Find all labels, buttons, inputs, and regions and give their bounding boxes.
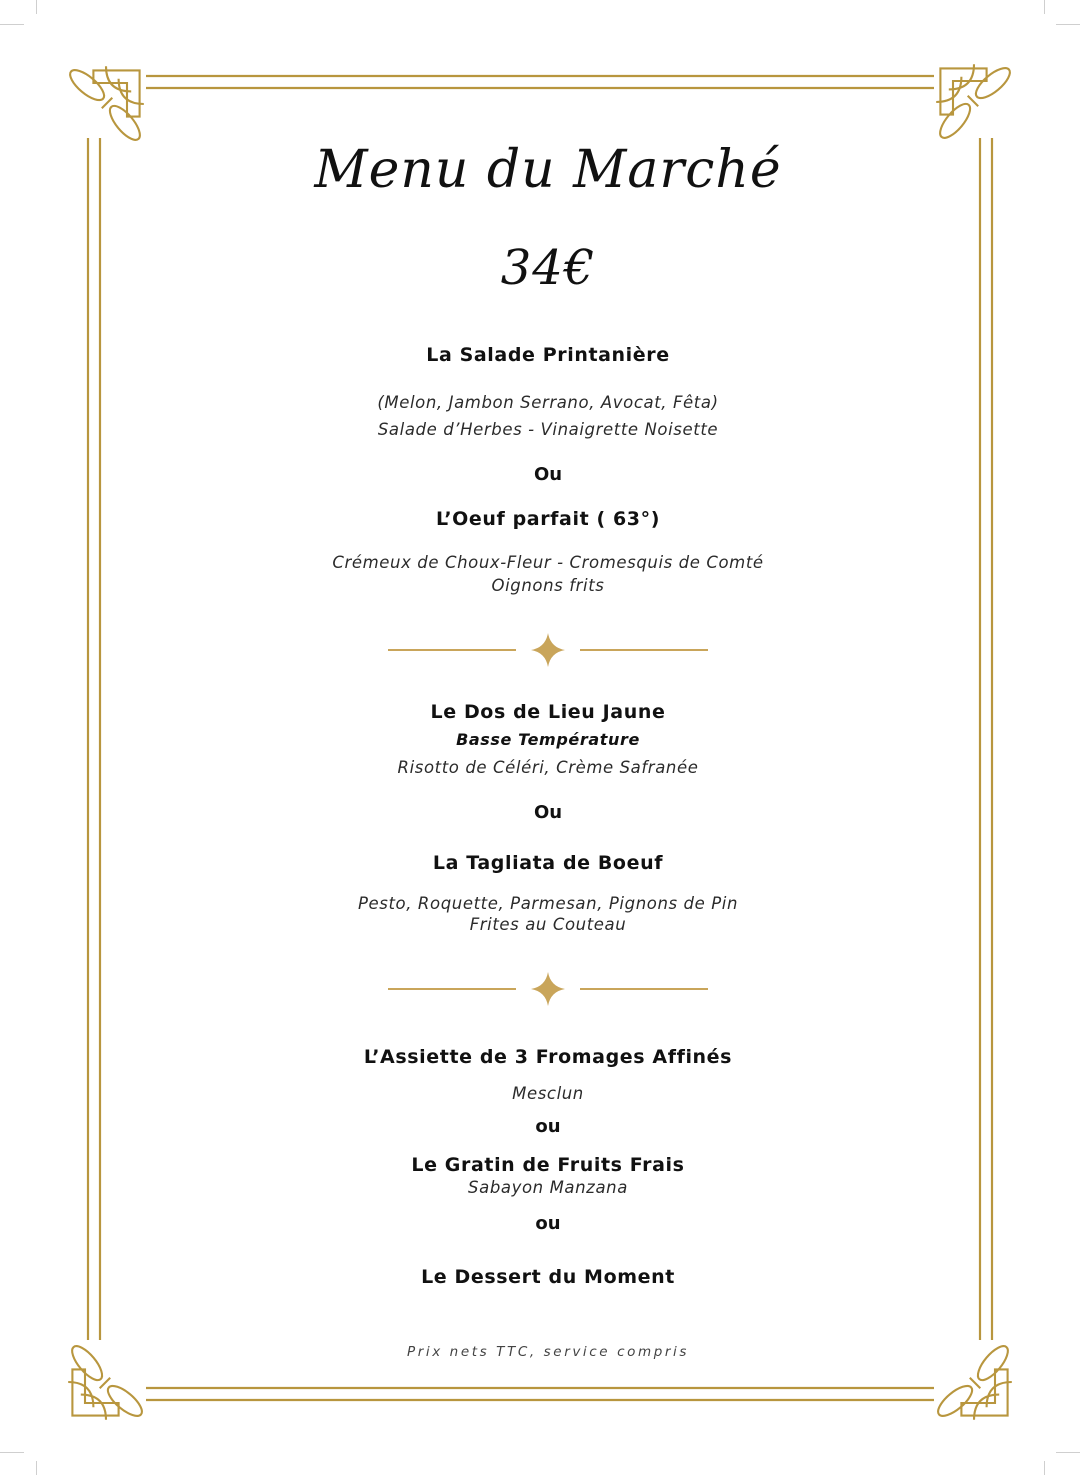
starter-1-name: La Salade Printanière bbox=[426, 344, 670, 366]
main-2-desc-2: Frites au Couteau bbox=[469, 915, 627, 934]
dessert-2-desc: Sabayon Manzana bbox=[468, 1178, 628, 1197]
four-point-star-icon bbox=[531, 633, 565, 667]
dessert-3-name: Le Dessert du Moment bbox=[421, 1266, 675, 1288]
main-or: Ou bbox=[533, 802, 563, 823]
main-2-name: La Tagliata de Boeuf bbox=[432, 852, 664, 874]
starter-or: Ou bbox=[533, 464, 563, 485]
starter-2-desc-1: Crémeux de Choux-Fleur - Cromesquis de Comté bbox=[332, 553, 764, 572]
dessert-or-1: ou bbox=[535, 1116, 561, 1137]
dessert-1-name: L’Assiette de 3 Fromages Affinés bbox=[363, 1046, 733, 1068]
dessert-or-2: ou bbox=[535, 1213, 561, 1234]
divider bbox=[388, 633, 708, 667]
four-point-star-icon bbox=[531, 972, 565, 1006]
menu-title: Menu du Marché bbox=[314, 140, 782, 200]
starter-2-desc-2: Oignons frits bbox=[491, 576, 605, 595]
dessert-2-name: Le Gratin de Fruits Frais bbox=[411, 1154, 685, 1176]
art-deco-corner-icon bbox=[935, 63, 1014, 142]
menu-price: 34€ bbox=[500, 240, 596, 296]
art-deco-corner-icon bbox=[66, 65, 145, 144]
starter-1-desc-1: (Melon, Jambon Serrano, Avocat, Fêta) bbox=[377, 393, 719, 412]
starter-2-name: L’Oeuf parfait ( 63°) bbox=[435, 508, 660, 530]
dessert-1-desc: Mesclun bbox=[512, 1084, 584, 1103]
main-1-name: Le Dos de Lieu Jaune bbox=[430, 701, 666, 723]
starter-1-desc-2: Salade d’Herbes - Vinaigrette Noisette bbox=[377, 420, 719, 439]
price-footer: Prix nets TTC, service compris bbox=[406, 1344, 690, 1360]
divider bbox=[388, 972, 708, 1006]
main-2-desc-1: Pesto, Roquette, Parmesan, Pignons de Pin bbox=[357, 894, 739, 913]
main-1-subtitle: Basse Température bbox=[456, 730, 640, 749]
main-1-desc: Risotto de Céléri, Crème Safranée bbox=[397, 758, 699, 777]
